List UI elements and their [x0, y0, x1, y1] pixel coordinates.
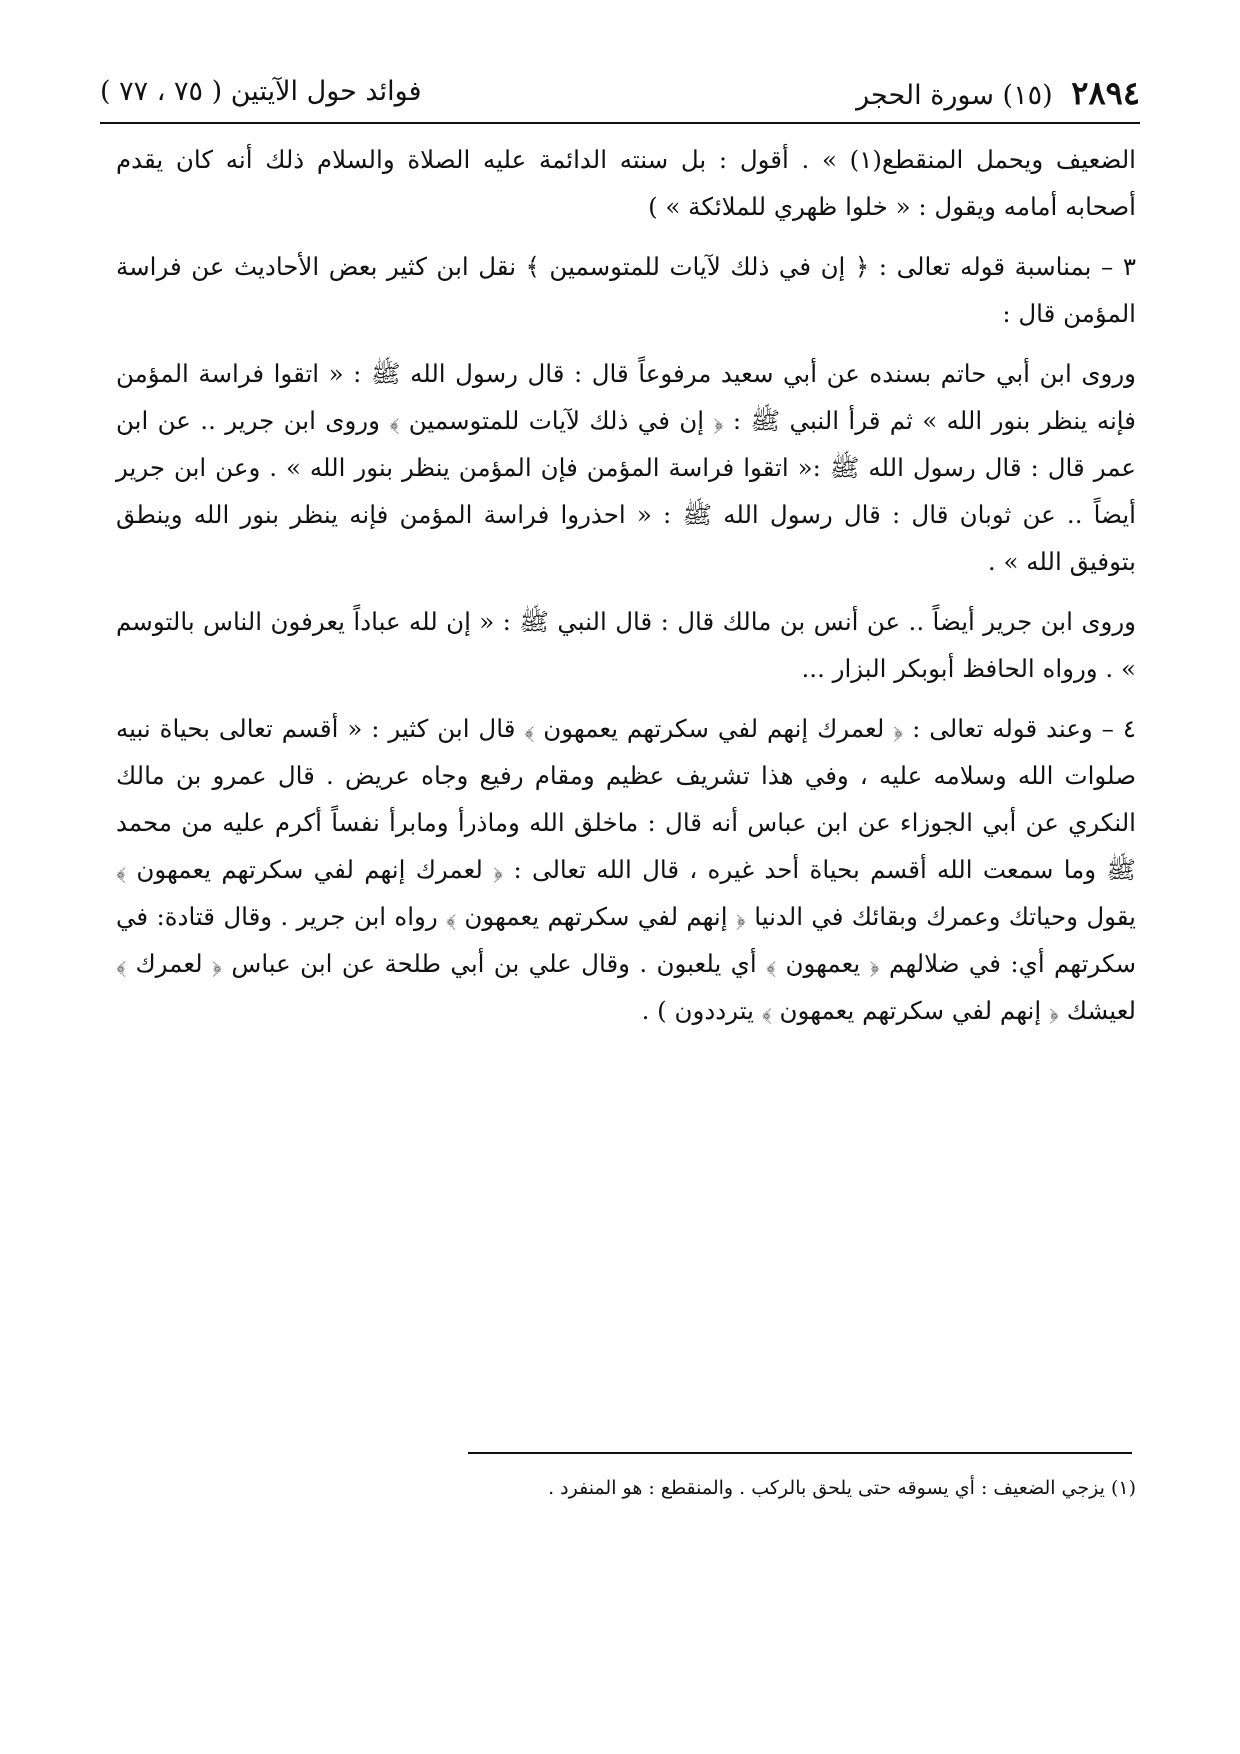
footnote-divider	[468, 1452, 1132, 1454]
paragraph-point-4: ٤ – وعند قوله تعالى : ﴿ لعمرك إنهم لفي سكرتهم يعمهون ﴾ قال ابن كثير : « أقسم تعالى بحياة نبيه صلوات الله وسلامه عليه ، وفي هذا تشريف عظيم ومقام رفيع وجاه عريض . قال عمرو بن مالك النكري عن أبي الجوزاء عن ابن عباس أنه قال : ماخلق الله وماذرأ ومابرأ نفساً أكرم عليه من محمد ﷺ وما سمعت الله أقسم بحياة أحد غيره ، قال الله تعالى : ﴿ لعمرك إنهم لفي سكرتهم يعمهون ﴾ يقول وحياتك وعمرك وبقائك في الدنيا ﴿ إنهم لفي سكرتهم يعمهون ﴾ رواه ابن جرير . وقال قتادة: في سكرتهم أي: في ضلالهم ﴿ يعمهون ﴾ أي يلعبون . وقال علي بن أبي طلحة عن ابن عباس ﴿ لعمرك ﴾ لعيشك ﴿ إنهم لفي سكرتهم يعمهون ﴾ يترددون ) .	[116, 714, 1136, 1025]
paragraph-continuation: الضعيف ويحمل المنقطع(١) » . أقول : بل سنته الدائمة عليه الصلاة والسلام ذلك أنه كان يقدم أصحابه أمامه ويقول : « خلوا ظهري للملائكة » )	[116, 145, 1136, 221]
paragraph-narrations: وروى ابن أبي حاتم بسنده عن أبي سعيد مرفوعاً قال : قال رسول الله ﷺ : « اتقوا فراسة المؤمن فإنه ينظر بنور الله » ثم قرأ النبي ﷺ : ﴿ إن في ذلك لآيات للمتوسمين ﴾ وروى ابن جرير .. عن ابن عمر قال : قال رسول الله ﷺ :« اتقوا فراسة المؤمن فإن المؤمن ينظر بنور الله » . وعن ابن جرير أيضاً .. عن ثوبان قال : قال رسول الله ﷺ : « احذروا فراسة المؤمن فإنه ينظر بنور الله وينطق بتوفيق الله » .	[116, 359, 1136, 576]
running-title: فوائد حول الآيتين ( ٧٥ ، ٧٧ )	[100, 76, 422, 107]
paragraph-point-3: ٣ – بمناسبة قوله تعالى : ﴿ إن في ذلك لآيات للمتوسمين ﴾ نقل ابن كثير بعض الأحاديث عن فراسة المؤمن قال :	[116, 252, 1136, 328]
body-text	[116, 136, 1136, 1047]
paragraph-anas-narration: وروى ابن جرير أيضاً .. عن أنس بن مالك قال : قال النبي ﷺ : « إن لله عباداً يعرفون الناس بالتوسم » . ورواه الحافظ أبوبكر البزار ...	[116, 607, 1136, 683]
surah-title: (١٥) سورة الحجر	[856, 80, 1053, 111]
page-number: ٢٨٩٤	[1071, 74, 1140, 112]
header-divider	[100, 122, 1140, 124]
footnote: (١) يزجي الضعيف : أي يسوقه حتى يلحق بالركب . والمنقطع : هو المنفرد .	[548, 1477, 1136, 1499]
page-info	[856, 74, 1140, 112]
page-header	[100, 68, 1140, 112]
